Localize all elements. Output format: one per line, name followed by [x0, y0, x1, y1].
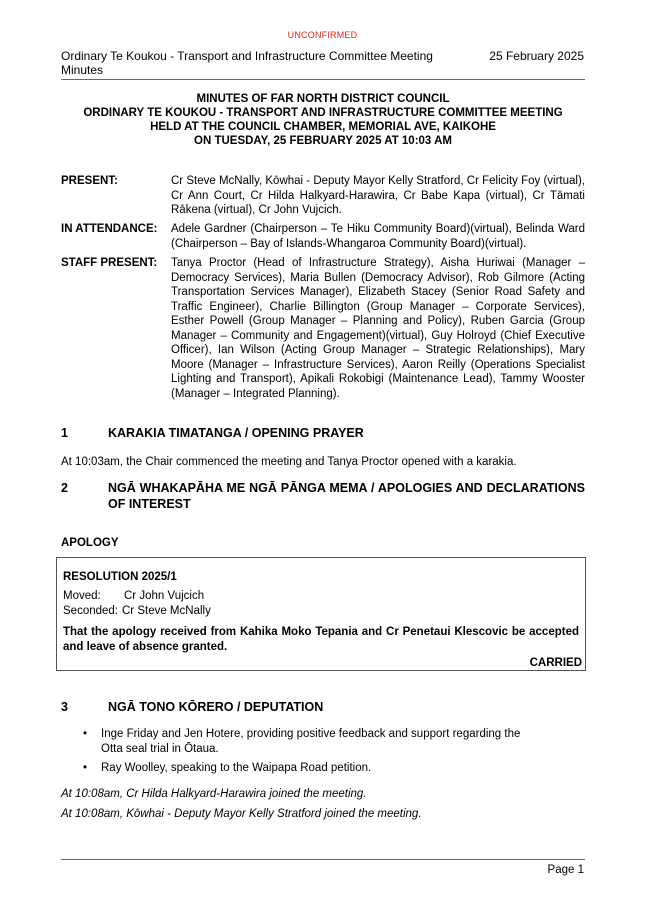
deputation-list [61, 727, 585, 780]
resolution-seconded [63, 605, 211, 617]
resolution-title: RESOLUTION 2025/1 [63, 571, 177, 583]
resolution-box [56, 557, 586, 671]
moved-label: Moved: [63, 590, 101, 602]
list-item [61, 727, 521, 757]
seconded-label: Seconded: [63, 605, 118, 617]
title-line-3: HELD AT THE COUNCIL CHAMBER, MEMORIAL AVE, KAIKOHE [150, 121, 496, 133]
moved-value: Cr John Vujcich [124, 590, 205, 602]
unconfirmed-watermark: UNCONFIRMED [287, 30, 358, 40]
section-2-number: 2 [61, 481, 68, 495]
section-1-number: 1 [61, 426, 68, 440]
minutes-title-block [61, 92, 585, 148]
title-line-1: MINUTES OF FAR NORTH DISTRICT COUNCIL [196, 93, 450, 105]
bullet-icon: • [83, 728, 88, 740]
section-3-title: NGĀ TONO KŌRERO / DEPUTATION [108, 700, 324, 714]
deputation-item-1: Inge Friday and Jen Hotere, providing positive feedback and support regarding the Otta seal trial in Ōtaua. [101, 728, 521, 755]
running-header-title: Ordinary Te Koukou - Transport and Infrastructure Committee Meeting Minutes [61, 49, 433, 77]
section-1-title: KARAKIA TIMATANGA / OPENING PRAYER [108, 426, 364, 440]
title-line-2: ORDINARY TE KOUKOU - TRANSPORT AND INFRASTRUCTURE COMMITTEE MEETING [83, 107, 563, 119]
header-divider [61, 79, 585, 80]
section-3-number: 3 [61, 700, 68, 714]
staff-present-list: Tanya Proctor (Head of Infrastructure Strategy), Aisha Huriwai (Manager – Democracy Services), Maria Bullen (Democracy Advisor), Rob Gilmore (Acting Transportation Services Manager), Elizabeth Stacey (Senior Road Safety and Traffic Engineer), Charlie Billington (Group Manager – Corporate Services), Esther Powell (Group Manager – Planning and Policy), Ruben Garcia (Group Manager – Community and Engagement)(virtual), Guy Holroyd (Chief Executive Officer), Ian Wilson (Acting Group Manager – Strategic Relationships), Mary Moore (Manager – Infrastructure Services), Aaron Reilly (Operations Specialist Lighting and Transport), Apikali Rokobigi (Maintenance Lead), Tammy Wooster (Manager – Integrated Planning). [171, 257, 585, 400]
bullet-icon: • [83, 762, 88, 774]
running-header-date: 25 February 2025 [489, 49, 584, 63]
apology-subheading: APOLOGY [61, 537, 119, 549]
seconded-value: Cr Steve McNally [122, 605, 211, 617]
deputation-item-2: Ray Woolley, speaking to the Waipapa Road petition. [101, 762, 372, 774]
in-attendance-label: IN ATTENDANCE: [61, 223, 158, 235]
resolution-outcome: CARRIED [529, 657, 582, 669]
resolution-text: That the apology received from Kahika Moko Tepania and Cr Penetaui Klescovic be accepted and leave of absence granted. [63, 626, 579, 653]
footer-divider [61, 859, 585, 860]
in-attendance-list: Adele Gardner (Chairperson – Te Hiku Community Board)(virtual), Belinda Ward (Chairperson – Bay of Islands-Whangaroa Community Board)(virtual). [171, 223, 585, 250]
section-1-text: At 10:03am, the Chair commenced the meeting and Tanya Proctor opened with a karakia. [61, 456, 517, 468]
staff-present-label: STAFF PRESENT: [61, 257, 158, 269]
list-item [61, 761, 521, 776]
attendance-note-1: At 10:08am, Cr Hilda Halkyard-Harawira joined the meeting. [61, 788, 367, 800]
attendance-note-2: At 10:08am, Kōwhai - Deputy Mayor Kelly Stratford joined the meeting. [61, 808, 422, 820]
section-2-title: NGĀ WHAKAPĀHA ME NGĀ PĀNGA MEMA / APOLOGIES AND DECLARATIONS OF INTEREST [108, 481, 585, 511]
resolution-moved [63, 590, 204, 602]
title-line-4: ON TUESDAY, 25 FEBRUARY 2025 AT 10:03 AM [194, 135, 452, 147]
present-list: Cr Steve McNally, Kōwhai - Deputy Mayor Kelly Stratford, Cr Felicity Foy (virtual), Cr Ann Court, Cr Hilda Halkyard-Harawira, Cr Babe Kapa (virtual), Cr Tāmati Rākena (virtual), Cr John Vujcich. [171, 175, 585, 216]
page-number: Page 1 [547, 864, 584, 876]
present-label: PRESENT: [61, 175, 118, 187]
